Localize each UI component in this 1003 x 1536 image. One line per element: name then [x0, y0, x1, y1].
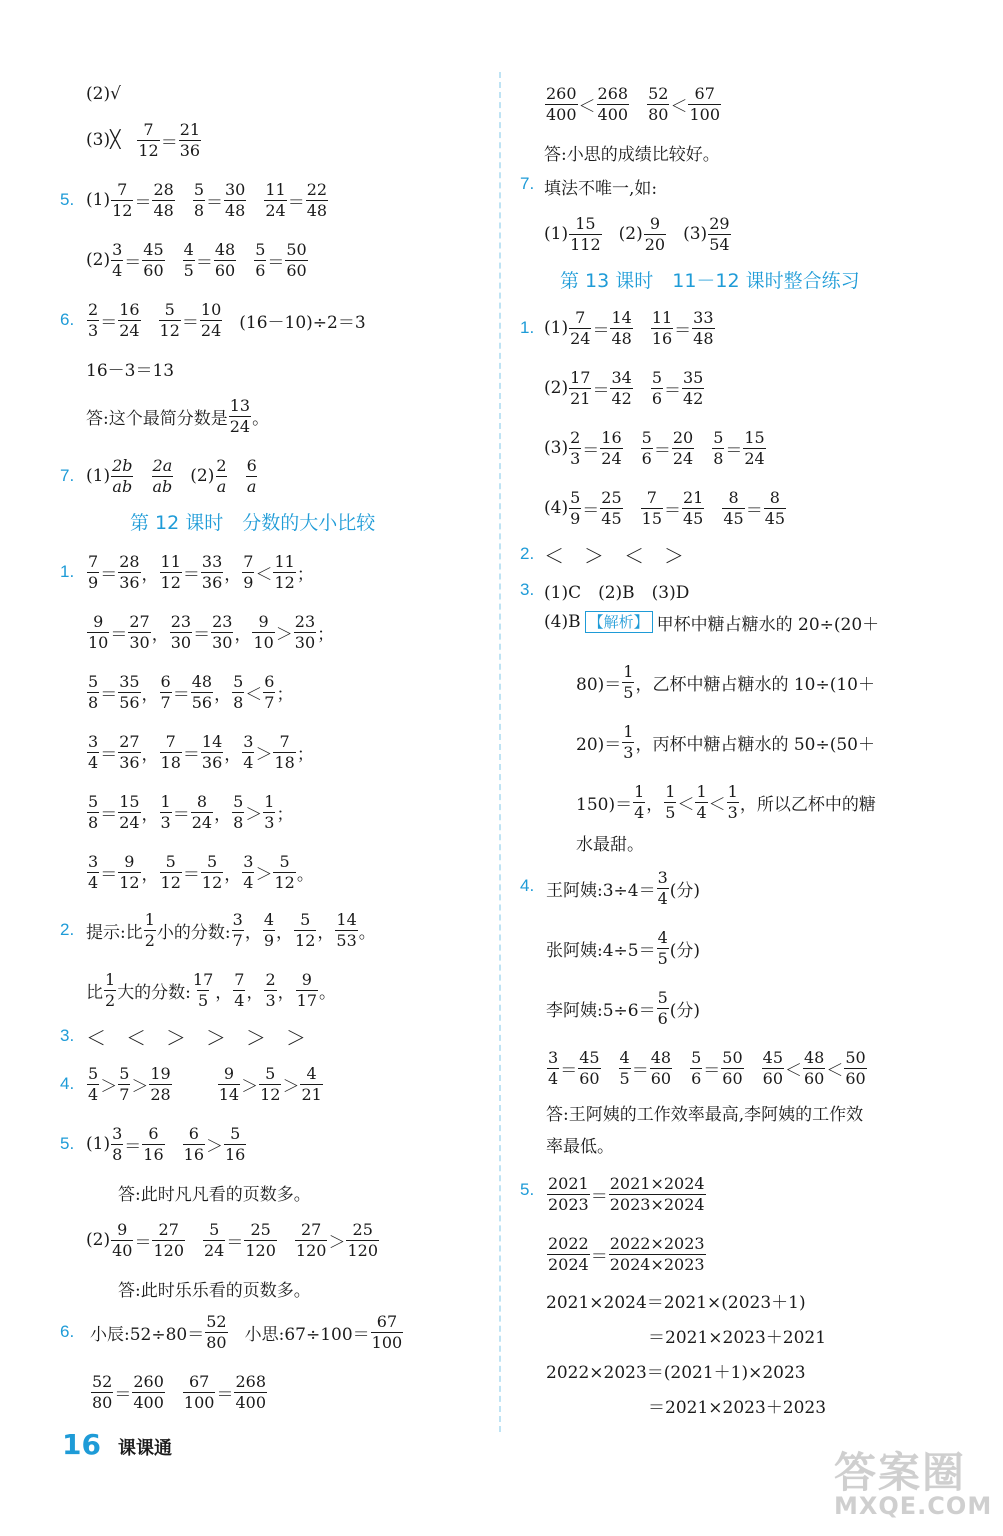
r7-text: 填法不唯一,如: [544, 178, 658, 199]
answer-6-line2: 16－3＝13 [86, 360, 175, 381]
brand-label: 课课通 [118, 1438, 172, 1459]
section-heading-lesson-13: 第 13 课时 11－12 课时整合练习 [560, 270, 860, 292]
s6-line2: 52 80 ＝ 260 400 67 100 ＝ 268 400 [92, 1371, 266, 1412]
question-number-6: 6. [60, 310, 75, 329]
t1-line4: (4) 5 9 ＝ 25 45 7 15 ＝ 21 45 8 45 ＝ 8 45 [544, 487, 786, 528]
t1-line1: (1) 7 24 ＝ 14 48 11 16 ＝ 33 48 [544, 307, 714, 348]
question-number-2: 2. [60, 920, 75, 939]
s6-line1: 小辰:52÷80＝ 52 80 小思:67÷100＝ 67 100 [90, 1311, 403, 1352]
s1-line3: 5 8 ＝ 35 56 ， 6 7 ＝ 48 56 ， 5 8 ＜ 6 7 ； [88, 671, 294, 712]
s5-part1: (1) 3 8 ＝ 6 16 6 16 ＞ 5 16 [86, 1123, 246, 1164]
s2-line2: 比 1 2 大的分数: 17 5 ， 7 4 ， 2 3 ， 9 17 。 [86, 969, 337, 1010]
question-number-4: 4. [60, 1074, 75, 1093]
r-question-number-2: 2. [520, 544, 535, 563]
watermark-url: MXQE.COM [834, 1492, 993, 1520]
r-question-number-4: 4. [520, 876, 535, 895]
t2-line: ＜ ＞ ＜ ＞ [544, 543, 684, 568]
t4-compare: 3 4 ＝ 45 60 4 5 ＝ 48 60 5 6 ＝ 50 60 45 60 ＜ 48 60 ＜ 50 60 [548, 1047, 866, 1088]
r-question-number-7: 7. [520, 174, 535, 193]
answer-5-1: (1) 7 12 ＝ 28 48 5 8 ＝ 30 48 11 24 ＝ 22 48 [86, 179, 328, 220]
s5-answer1: 答:此时凡凡看的页数多。 [118, 1184, 311, 1205]
r-answer-top: 答:小思的成绩比较好。 [544, 144, 720, 165]
t3-4-line4: 150)＝ 1 4 ， 1 5 ＜ 1 4 ＜ 1 3 ，所以乙杯中的糖 [576, 781, 876, 822]
t5-line1: 2021 2023 ＝ 2021×2024 2023×2024 [548, 1173, 705, 1214]
s4-line: 5 4 ＞ 5 7 ＞ 19 28 9 14 ＞ 5 12 ＞ 4 21 [88, 1063, 322, 1104]
t1-line2: (2) 17 21 ＝ 34 42 5 6 ＝ 35 42 [544, 367, 704, 408]
s1-line2: 9 10 ＝ 27 30 ， 23 30 ＝ 23 30 ， 9 10 ＞ 23 30 ； [88, 611, 335, 652]
column-divider [499, 72, 501, 1432]
s1-line4: 3 4 ＝ 27 36 ， 7 18 ＝ 14 36 ， 3 4 ＞ 7 18 ； [88, 731, 314, 772]
question-number-5b: 5. [60, 1134, 75, 1153]
r-compare-line: 260 400 ＜ 268 400 52 80 ＜ 67 100 [546, 83, 720, 124]
analysis-tag: 【解析】 [585, 611, 653, 633]
t4-wang: 王阿姨:3÷4＝ 3 4 (分) [546, 867, 701, 908]
question-number-6b: 6. [60, 1322, 75, 1341]
question-number-5: 5. [60, 190, 75, 209]
t5-line4: ＝2021×2023＋2021 [648, 1327, 827, 1348]
answer-4-3: (3)╳ 7 12 ＝ 21 36 [86, 119, 201, 160]
answer-6-line1: 2 3 ＝ 16 24 5 12 ＝ 10 24 (16－10)÷2＝3 [88, 299, 366, 340]
answer-4-2: (2)√ [86, 84, 121, 104]
answer-6-conclusion: 答:这个最简分数是 13 24 。 [86, 395, 270, 436]
t3-4-line5: 水最甜。 [576, 834, 644, 855]
answer-7: (1) 2b ab 2a ab (2) 2 a 6 a [86, 455, 257, 496]
s1-line1: 7 9 ＝ 28 36 ， 11 12 ＝ 33 36 ， 7 9 ＜ 11 12 ； [88, 551, 314, 592]
t5-line2: 2022 2024 ＝ 2022×2023 2024×2023 [548, 1233, 705, 1274]
r-question-number-3: 3. [520, 580, 535, 599]
watermark [830, 1440, 993, 1536]
t5-line3: 2021×2024＝2021×(2023＋1) [546, 1292, 806, 1313]
t5-line6: ＝2021×2023＋2023 [648, 1397, 827, 1418]
watermark-text: 答案圈 [834, 1448, 967, 1497]
s5-answer2: 答:此时乐乐看的页数多。 [118, 1280, 311, 1301]
t3-4-line1: (4)B 【解析】 甲杯中糖占糖水的 20÷(20＋ [544, 612, 880, 635]
answer-5-2: (2) 3 4 ＝ 45 60 4 5 ＝ 48 60 5 6 ＝ 50 60 [86, 239, 307, 280]
t4-zhang: 张阿姨:4÷5＝ 4 5 (分) [546, 927, 701, 968]
section-heading-lesson-12: 第 12 课时 分数的大小比较 [130, 512, 376, 534]
t3-4-line2: 80)＝ 1 5 ，乙杯中糖占糖水的 10÷(10＋ [576, 661, 875, 702]
s5-part2: (2) 9 40 ＝ 27 120 5 24 ＝ 25 120 27 120 ＞ 25 120 [86, 1219, 378, 1260]
s2-line1: 提示:比 1 2 小的分数: 3 7 ， 4 9 ， 5 12 ， 14 53 。 [86, 909, 376, 950]
t4-answer2: 率最低。 [546, 1136, 614, 1157]
s1-line6: 3 4 ＝ 9 12 ， 5 12 ＝ 5 12 ， 3 4 ＞ 5 12 。 [88, 851, 314, 892]
r-question-number-5: 5. [520, 1180, 535, 1199]
question-number-3: 3. [60, 1026, 75, 1045]
s3-line: ＜ ＜ ＞ ＞ ＞ ＞ [86, 1025, 306, 1050]
t1-line3: (3) 2 3 ＝ 16 24 5 6 ＝ 20 24 5 8 ＝ 15 24 [544, 427, 765, 468]
t5-line5: 2022×2023＝(2021＋1)×2023 [546, 1362, 806, 1383]
question-number-7: 7. [60, 466, 75, 485]
page-number: 16 [62, 1428, 101, 1461]
t4-answer1: 答:王阿姨的工作效率最高,李阿姨的工作效 [546, 1104, 864, 1125]
t4-li: 李阿姨:5÷6＝ 5 6 (分) [546, 987, 701, 1028]
t3-4-line3: 20)＝ 1 3 ，丙杯中糖占糖水的 50÷(50＋ [576, 721, 875, 762]
r7-answers: (1) 15 112 (2) 9 20 (3) 29 54 [544, 213, 730, 254]
r-question-number-1: 1. [520, 318, 535, 337]
s1-line5: 5 8 ＝ 15 24 ， 1 3 ＝ 8 24 ， 5 8 ＞ 1 3 ； [88, 791, 294, 832]
question-number-1: 1. [60, 562, 75, 581]
t3-line: (1)C (2)B (3)D [544, 582, 690, 603]
